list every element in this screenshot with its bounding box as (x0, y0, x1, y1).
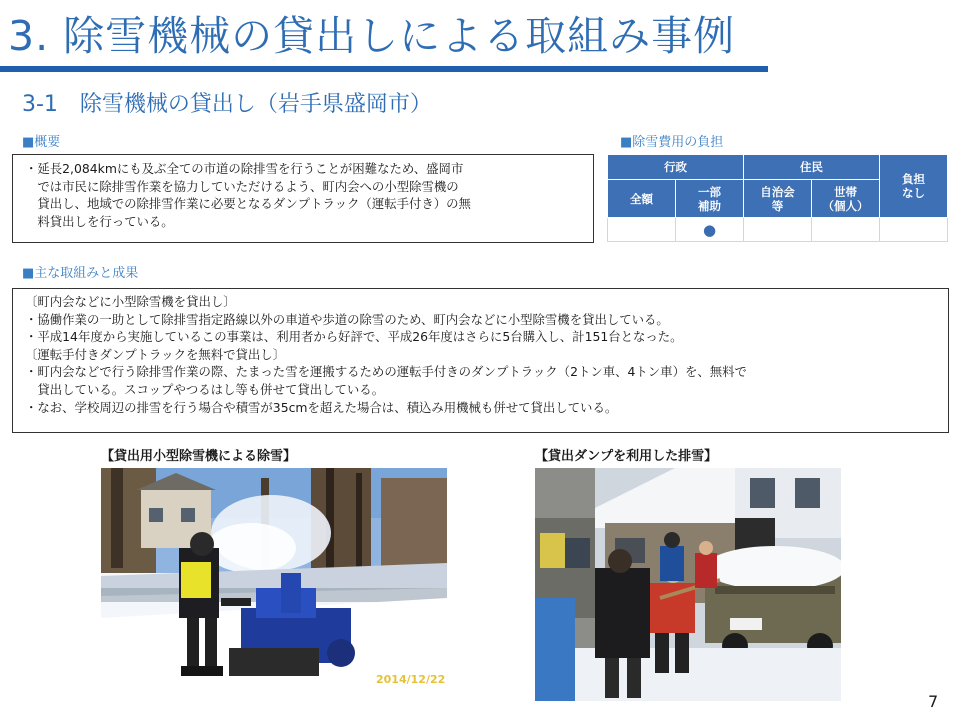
snow-blower-photo (101, 468, 447, 701)
results-line: ・町内会などで行う除排雪作業の際、たまった雪を運搬するための運転手付きのダンプトラック（2トン車、4トン車）を、無料で (25, 364, 747, 380)
header-ichibu-line2: 補助 (698, 198, 721, 213)
section-subtitle: 3-1 除雪機械の貸出し（岩手県盛岡市） (22, 92, 432, 117)
overview-line: では市民に除排雪作業を協力していただけるよう、町内会への小型除雪機の (25, 178, 459, 194)
header-jumin: 住民 (744, 155, 880, 180)
cell-jichikai (744, 218, 812, 242)
cell-futan-nashi (880, 218, 948, 242)
cost-table (607, 154, 948, 242)
cell-setai (812, 218, 880, 242)
header-setai-line1: 世帯 (834, 184, 857, 199)
header-ichibu-line1: 一部 (698, 184, 721, 199)
header-setai-line2: （個人） (822, 198, 869, 213)
header-gyosei: 行政 (608, 155, 744, 180)
left-photo-caption: 【貸出用小型除雪機による除雪】 (101, 449, 297, 464)
header-jichikai-line2: 等 (771, 198, 784, 213)
results-line: ・平成14年度から実施しているこの事業は、利用者から好評で、平成26年度はさらに5台購入し、計151台となった。 (25, 329, 683, 345)
overview-line: ・延長2,084kmにも及ぶ全ての市道の除排雪を行うことが困難なため、盛岡市 (25, 161, 464, 176)
overview-label: ■概要 (22, 135, 61, 150)
overview-box (12, 154, 594, 243)
cell-zengaku (608, 218, 676, 242)
header-futan-line1: 負担 (902, 172, 925, 186)
slide-title: 3. 除雪機械の貸出しによる取組み事例 (8, 12, 736, 60)
results-label: ■主な取組みと成果 (22, 266, 139, 281)
right-photo-caption: 【貸出ダンプを利用した排雪】 (535, 449, 718, 464)
results-line: ・協働作業の一助として除排雪指定路線以外の車道や歩道の除雪のため、町内会などに小型除雪機を貸出している。 (25, 311, 669, 327)
title-underline (0, 66, 768, 72)
results-line: 〔町内会などに小型除雪機を貸出し〕 (25, 294, 236, 309)
results-line: ・なお、学校周辺の排雪を行う場合や積雪が35cmを超えた場合は、積込み用機械も併せて貸出している。 (25, 399, 618, 415)
results-line: 貸出している。スコップやつるはし等も併せて貸出している。 (25, 381, 385, 397)
header-setai (812, 180, 880, 218)
header-jichikai (744, 180, 812, 218)
results-line: 〔運転手付きダンプトラックを無料で貸出し〕 (25, 346, 286, 362)
header-jichikai-line1: 自治会 (760, 184, 795, 199)
header-futan-nashi (880, 155, 948, 218)
header-ichibu-hojo (676, 180, 744, 218)
header-futan-line2: なし (902, 186, 925, 200)
results-box (12, 288, 949, 433)
overview-line: 貸出し、地域での除排雪作業に必要となるダンプトラック（運転手付き）の無 (25, 196, 471, 211)
photo-date-stamp: 2014/12/22 (376, 673, 446, 686)
page-number: 7 (928, 692, 939, 711)
cell-ichibu-hojo: ● (676, 218, 744, 242)
dump-truck-photo (535, 468, 841, 701)
overview-line: 料貸出しを行っている。 (25, 213, 174, 229)
cost-label: ■除雪費用の負担 (620, 135, 724, 150)
header-zengaku: 全額 (608, 180, 676, 218)
